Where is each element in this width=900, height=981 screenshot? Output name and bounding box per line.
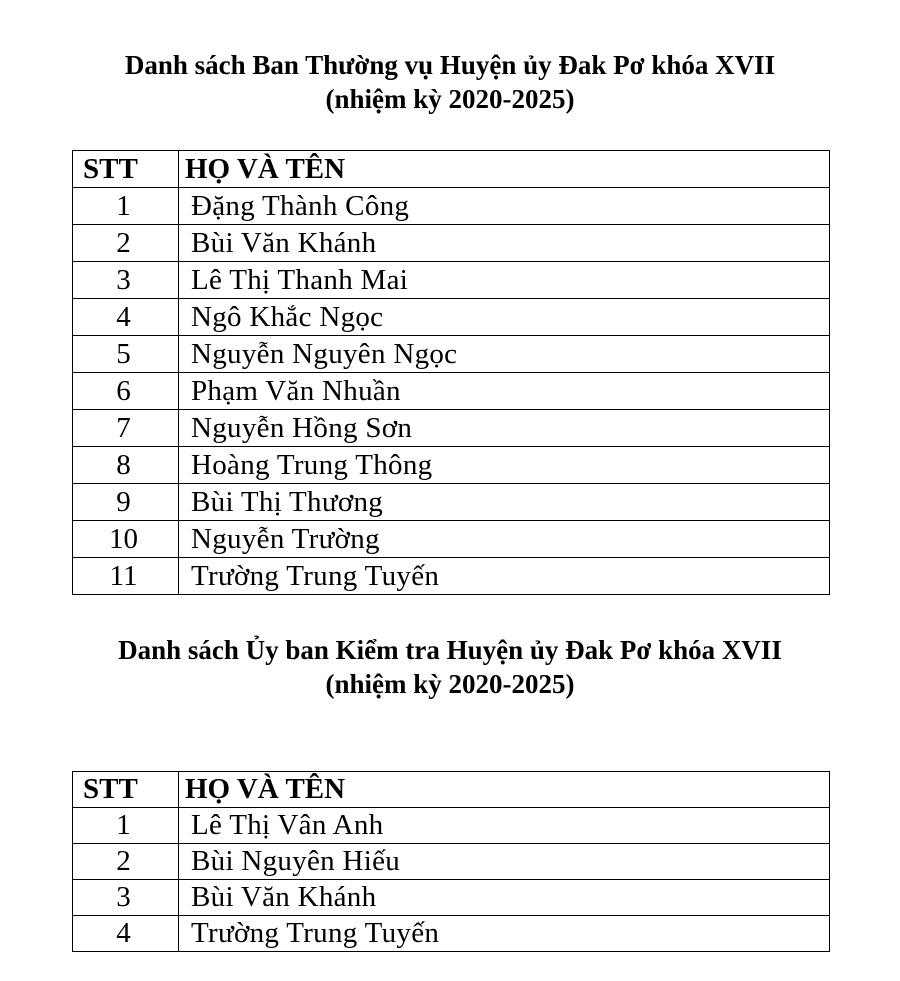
row-number: 3 [73,880,179,916]
member-name: Nguyễn Trường [179,521,830,558]
row-number: 5 [73,336,179,373]
standing-committee-title-line1: Danh sách Ban Thường vụ Huyện ủy Đak Pơ khóa XVII [124,50,776,80]
member-name: Nguyễn Nguyên Ngọc [179,336,830,373]
member-name: Bùi Thị Thương [179,484,830,521]
standing-committee-title [0,48,900,116]
member-name: Lê Thị Thanh Mai [179,262,830,299]
standing-committee-rows [73,188,830,595]
inspection-committee-title-line1: Danh sách Ủy ban Kiểm tra Huyện ủy Đak Pơ khóa XVII [118,635,782,665]
standing-committee-title-line2: (nhiệm kỳ 2020-2025) [325,84,575,114]
row-number: 1 [73,188,179,225]
table-row [73,447,830,484]
row-number: 1 [73,808,179,844]
table-row [73,844,830,880]
member-name: Trường Trung Tuyến [179,558,830,595]
standing-committee-table [72,150,830,595]
column-header-stt: STT [73,772,179,808]
column-header-stt: STT [73,151,179,188]
table-row [73,188,830,225]
member-name: Hoàng Trung Thông [179,447,830,484]
table-row [73,521,830,558]
table-row [73,916,830,952]
member-name: Ngô Khắc Ngọc [179,299,830,336]
inspection-committee-title [0,633,900,701]
table-row [73,336,830,373]
row-number: 9 [73,484,179,521]
row-number: 3 [73,262,179,299]
table-row [73,808,830,844]
row-number: 2 [73,844,179,880]
row-number: 6 [73,373,179,410]
table-row [73,558,830,595]
member-name: Bùi Văn Khánh [179,225,830,262]
row-number: 4 [73,299,179,336]
member-name: Trường Trung Tuyến [179,916,830,952]
table-header-row [73,151,830,188]
member-name: Bùi Văn Khánh [179,880,830,916]
table-row [73,262,830,299]
member-name: Đặng Thành Công [179,188,830,225]
member-name: Bùi Nguyên Hiếu [179,844,830,880]
row-number: 8 [73,447,179,484]
row-number: 2 [73,225,179,262]
inspection-committee-rows [73,808,830,952]
table-row [73,299,830,336]
row-number: 10 [73,521,179,558]
column-header-name: HỌ VÀ TÊN [179,772,830,808]
row-number: 7 [73,410,179,447]
table-row [73,225,830,262]
table-row [73,373,830,410]
column-header-name: HỌ VÀ TÊN [179,151,830,188]
inspection-committee-table [72,771,830,952]
row-number: 4 [73,916,179,952]
inspection-committee-title-line2: (nhiệm kỳ 2020-2025) [325,669,575,699]
table-row [73,410,830,447]
member-name: Phạm Văn Nhuần [179,373,830,410]
row-number: 11 [73,558,179,595]
table-row [73,484,830,521]
member-name: Nguyễn Hồng Sơn [179,410,830,447]
table-row [73,880,830,916]
table-header-row [73,772,830,808]
member-name: Lê Thị Vân Anh [179,808,830,844]
